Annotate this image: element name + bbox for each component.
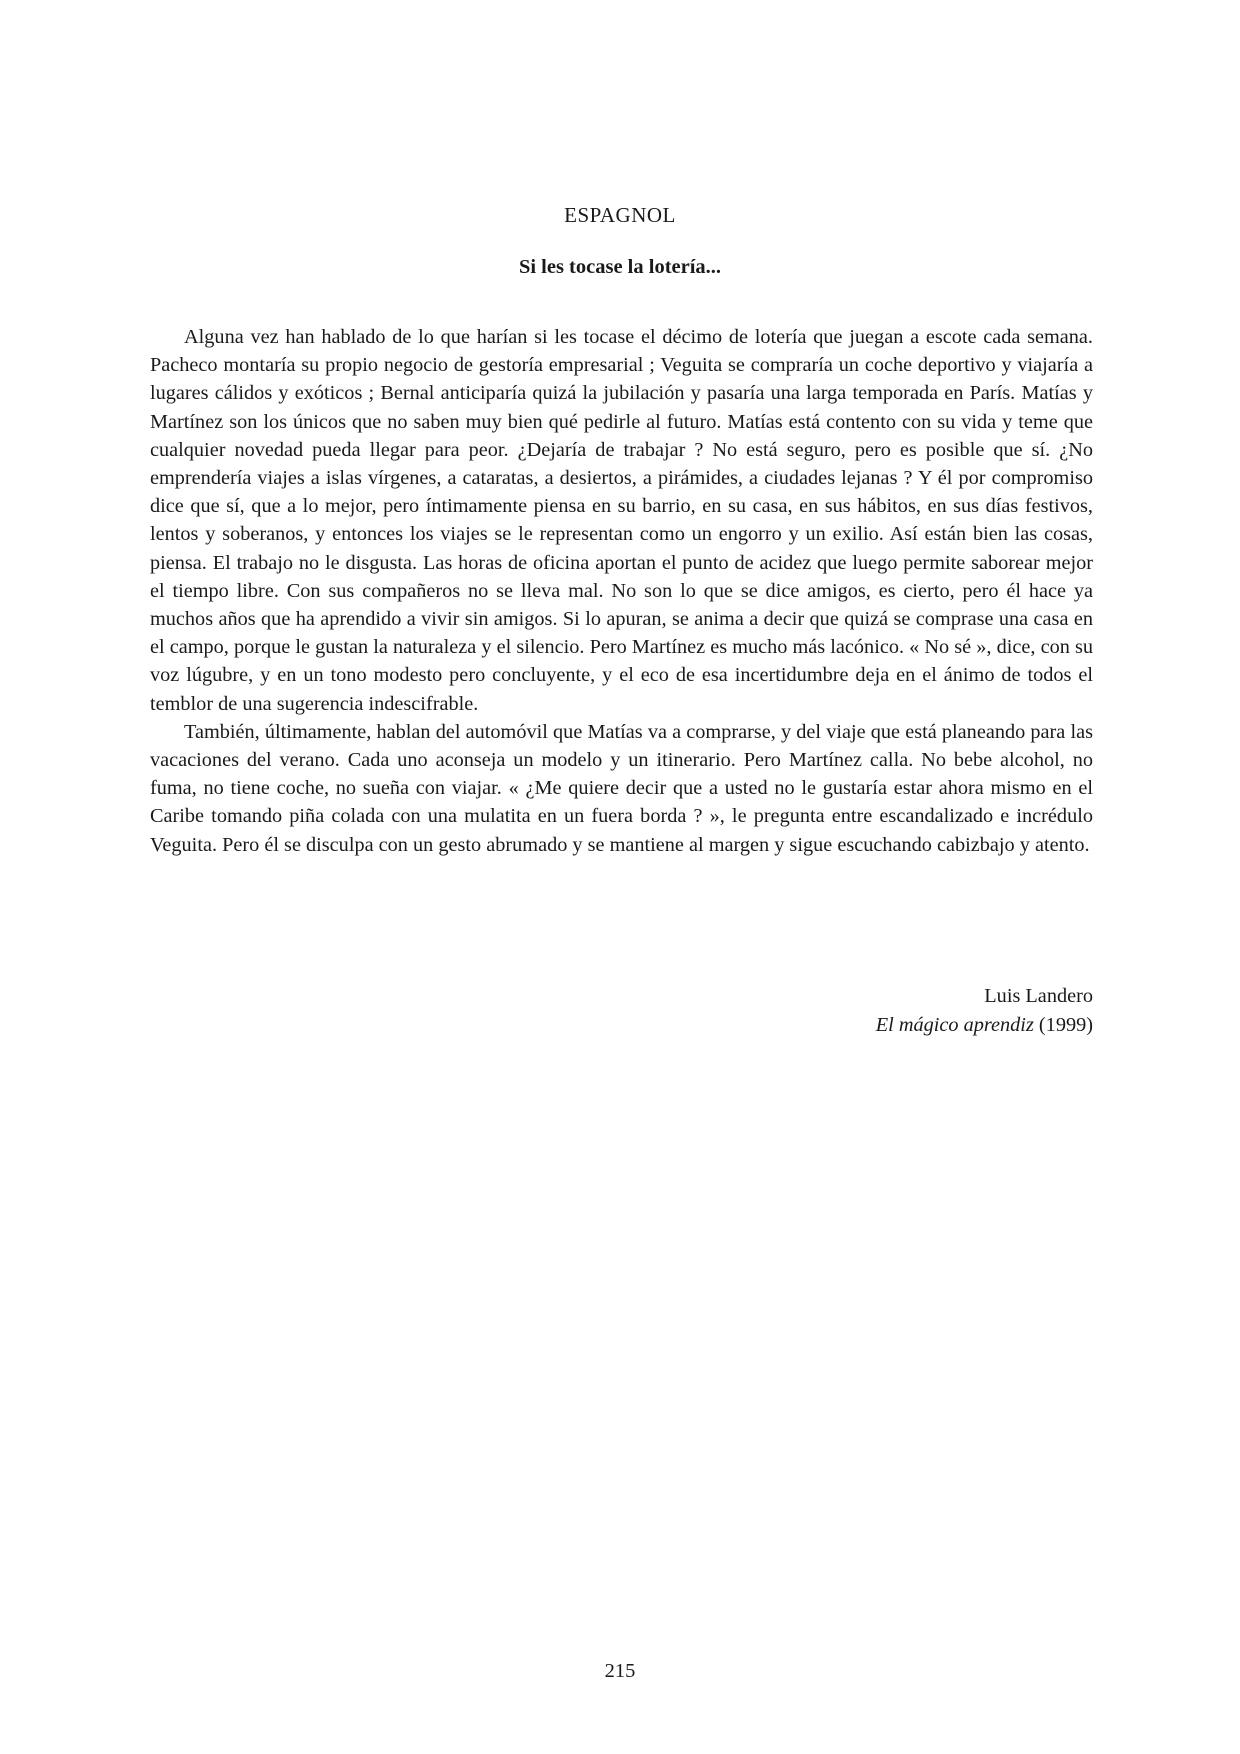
work-citation <box>876 1011 1093 1040</box>
section-label: ESPAGNOL <box>564 203 676 227</box>
work-title: El mágico aprendiz <box>875 1014 1034 1036</box>
paragraph-1: Alguna vez han hablado de lo que harían si les tocase el décimo de lotería que juegan a escote cada semana. Pacheco montaría su propio negocio de gestoría empresarial ; Veguita se compraría un coche deportivo y viajaría a lugares cálidos y exóticos ; Bernal anticiparía quizá la jubilación y pasaría una larga temporada en París. Matías y Martínez son los únicos que no saben muy bien qué pedirle al futuro. Matías está contento con su vida y teme que cualquier novedad pueda llegar para peor. ¿Dejaría de trabajar ? No está seguro, pero es posible que sí. ¿No emprendería viajes a islas vírgenes, a cataratas, a desiertos, a pirámides, a ciudades lejanas ? Y él por compromiso dice que sí, que a lo mejor, pero íntimamente piensa en su barrio, en su casa, en sus hábitos, en sus días festivos, lentos y soberanos, y entonces los viajes se le representan como un engorro y un exilio. Así están bien las cosas, piensa. El trabajo no le disgusta. Las horas de oficina aportan el punto de acidez que luego permite saborear mejor el tiempo libre. Con sus compañeros no se lleva mal. No son lo que se dice amigos, es cierto, pero él hace ya muchos años que ha aprendido a vivir sin amigos. Si lo apuran, se anima a decir que quizá se comprase una casa en el campo, porque le gustan la naturaleza y el silencio. Pero Martínez es mucho más lacónico. « No sé », dice, con su voz lúgubre, y en un tono modesto pero concluyente, y el eco de esa incertidumbre deja en el ánimo de todos el temblor de una sugerencia indescifrable. <box>150 326 1093 715</box>
body-text <box>150 323 1093 859</box>
paragraph-2: También, últimamente, hablan del automóvil que Matías va a comprarse, y del viaje que está planeando para las vacaciones del verano. Cada uno aconseja un modelo y un itinerario. Pero Martínez calla. No bebe alcohol, no fuma, no tiene coche, no sueña con viajar. « ¿Me quiere decir que a usted no le gustaría estar ahora mismo en el Caribe tomando piña colada con una mulatita en un fuera borda ? », le pregunta entre escandalizado e incrédulo Veguita. Pero él se disculpa con un gesto abrumado y se mantiene al margen y sigue escuchando cabizbajo y atento. <box>150 720 1093 856</box>
page-number: 215 <box>604 1660 636 1682</box>
attribution <box>876 982 1093 1040</box>
document-title: Si les tocase la lotería... <box>518 256 722 278</box>
author-name: Luis Landero <box>984 985 1093 1007</box>
work-year: (1999) <box>1038 1014 1093 1036</box>
